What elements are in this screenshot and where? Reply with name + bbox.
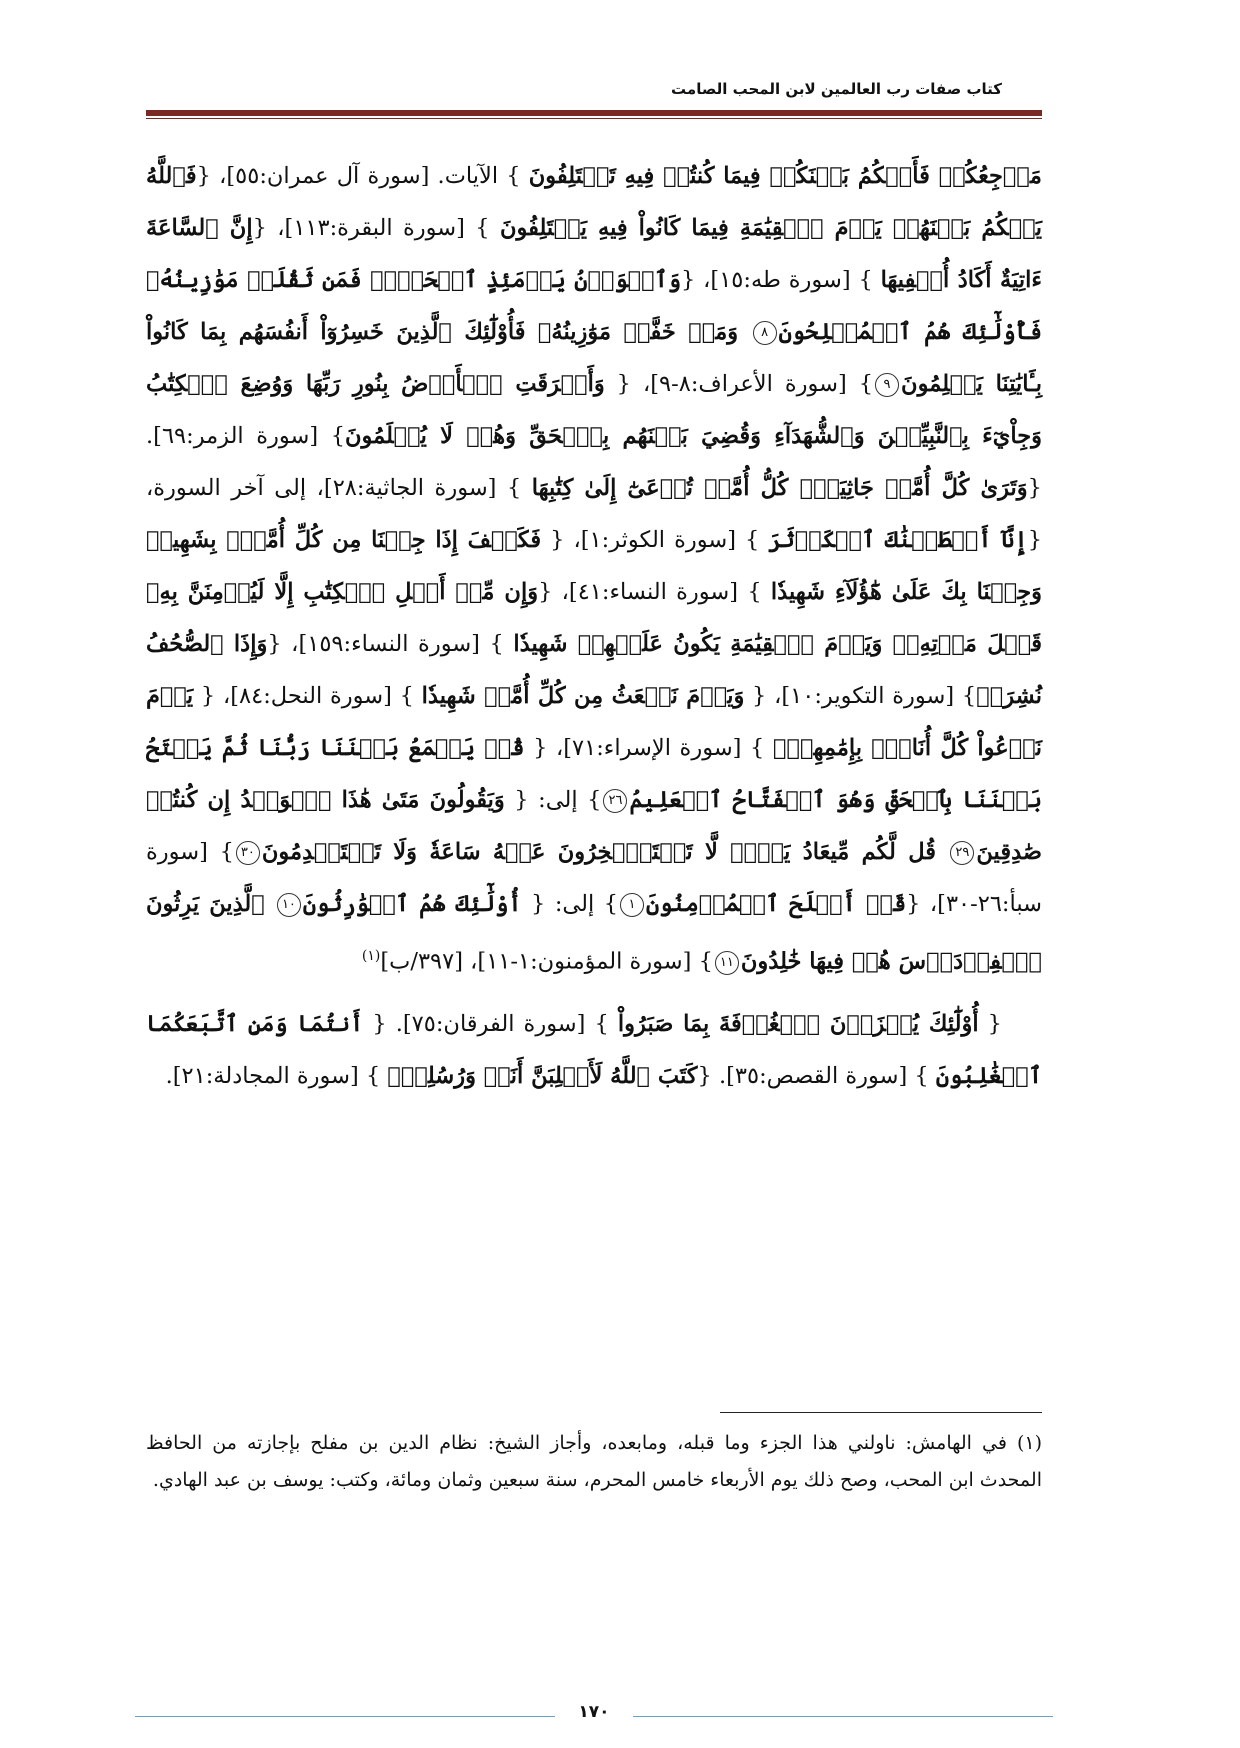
text-segment: } [سورة الفرقان:٧٥]. { xyxy=(363,1010,618,1037)
text-segment: } [سورة سبأ:٢٦-٣٠]، { xyxy=(146,839,1042,917)
quran-verse: أُوْلَٰٓئِكَ هُمُ ٱلۡوَٰرِثُونَ xyxy=(302,891,522,917)
quran-verse: وَيَوۡمَ نَبۡعَثُ مِن كُلِّ أُمَّةٖ شَهِيدٗا xyxy=(421,683,745,709)
page-number: ١٧٠ xyxy=(578,1702,610,1722)
text-segment: } [سورة المجادلة:٢١]. xyxy=(165,1062,388,1089)
quran-verse: مَرۡجِعُكُمۡ فَأَحۡكُمُ بَيۡنَكُمۡ فِيمَا كُنتُمۡ فِيهِ تَخۡتَلِفُونَ xyxy=(528,163,1042,189)
text-segment: } [سورة النساء:١٥٩]، { xyxy=(267,631,514,657)
quran-verse: وَتَرَىٰ كُلَّ أُمَّةٖ جَاثِيَةٗۚ كُلُّ أُمَّةٖ تُدۡعَىٰٓ إِلَىٰ كِتَٰبِهَا xyxy=(531,475,1028,501)
quran-verse: وَٱلۡوَزۡنُ يَوۡمَئِذٍ ٱلۡحَقُّۚ فَمَن ثَقُلَتۡ مَوَٰزِينُهُۥ فَأُوْلَٰٓئِكَ هُمُ ٱلۡمُفۡلِحُونَ xyxy=(146,267,1043,345)
header-rule xyxy=(146,110,1042,116)
footnote-reference: (١) xyxy=(361,948,381,964)
quran-verse: يَوۡمَ نَدۡعُواْ كُلَّ أُنَاسِۭ بِإِمَٰمِهِمۡۖ xyxy=(146,683,1042,761)
quran-verse: ٱلَّذِينَ يَرِثُونَ ٱلۡفِرۡدَوۡسَ هُمۡ فِيهَا خَٰلِدُونَ xyxy=(146,891,1042,975)
ayah-number-marker: ١٠ xyxy=(277,893,301,917)
text-segment: } الآيات. [سورة آل عمران:٥٥]، { xyxy=(196,163,529,189)
quran-verse: إِنَّ ٱلسَّاعَةَ ءَاتِيَةٌ أَكَادُ أُخۡفِيهَا xyxy=(146,215,1042,293)
ayah-number-marker: ٩ xyxy=(875,373,899,397)
text-segment: } [سورة الكوثر:١]، { xyxy=(541,527,769,553)
text-segment: } [سورة الزمر:٦٩]. { xyxy=(146,423,1042,501)
footer-rule-right xyxy=(633,1716,1053,1717)
running-header: كتاب صفات رب العالمين لابن المحب الصامت xyxy=(671,80,1002,98)
text-segment: } [سورة القصص:٣٥]. { xyxy=(697,1062,936,1089)
text-segment: { xyxy=(978,1010,1002,1037)
text-segment: } إلى: { xyxy=(504,787,602,813)
ayah-number-marker: ٨ xyxy=(753,321,777,345)
text-segment: } [سورة البقرة:١١٣]، { xyxy=(252,215,500,241)
quran-verse: وَمَنۡ خَفَّتۡ مَوَٰزِينُهُۥ فَأُوْلَٰٓئِكَ ٱلَّذِينَ خَسِرُوٓاْ أَنفُسَهُم بِمَا كَانُواْ بِـَٔايَٰتِنَا يَظۡلِمُونَ xyxy=(146,319,1042,397)
quran-verse: وَيَقُولُونَ مَتَىٰ هَٰذَا ٱلۡوَعۡدُ إِن كُنتُمۡ صَٰدِقِينَ xyxy=(146,787,1042,865)
paragraph-1 xyxy=(146,150,1042,988)
quran-verse: قَدۡ أَفۡلَحَ ٱلۡمُؤۡمِنُونَ xyxy=(646,891,907,917)
quran-verse: وَإِذَا ٱلصُّحُفُ نُشِرَتۡ xyxy=(146,631,1042,709)
quran-verse: أُوْلَٰٓئِكَ يُجۡزَوۡنَ ٱلۡغُرۡفَةَ بِمَا صَبَرُواْ xyxy=(617,1010,979,1037)
ayah-number-marker: ٢٦ xyxy=(603,789,627,813)
quran-verse: فَٱللَّهُ يَحۡكُمُ بَيۡنَهُمۡ يَوۡمَ ٱلۡقِيَٰمَةِ فِيمَا كَانُواْ فِيهِ يَخۡتَلِفُونَ xyxy=(146,163,1042,241)
text-segment: } [سورة التكوير:١٠]، { xyxy=(744,683,977,709)
text-segment: } [سورة النساء:٤١]، { xyxy=(538,579,771,605)
quran-verse: إِنَّآ أَعۡطَيۡنَٰكَ ٱلۡكَوۡثَرَ xyxy=(768,527,1028,553)
quran-verse: قُل لَّكُم مِّيعَادُ يَوۡمٖ لَّا تَسۡتَـٔۡخِرُونَ عَنۡهُ سَاعَةٗ وَلَا تَسۡتَقۡدِمُونَ xyxy=(261,839,949,865)
quran-verse: فَكَيۡفَ إِذَا جِئۡنَا مِن كُلِّ أُمَّةِۭ بِشَهِيدٖ وَجِئۡنَا بِكَ عَلَىٰ هَٰٓؤُلَآءِ شَهِيدٗا xyxy=(146,527,1042,605)
main-text xyxy=(146,150,1042,1102)
footer-rule-left xyxy=(135,1716,555,1717)
text-segment: } [سورة الجاثية:٢٨]، إلى آخر السورة، { xyxy=(146,475,1043,553)
paragraph-2 xyxy=(146,998,1042,1102)
text-segment: } [سورة طه:١٥]، { xyxy=(681,267,881,293)
quran-verse: قُلۡ يَجۡمَعُ بَيۡنَنَا رَبُّنَا ثُمَّ يَفۡتَحُ بَيۡنَنَا بِٱلۡحَقِّ وَهُوَ ٱلۡفَتَّاحُ ٱلۡعَلِيمُ xyxy=(146,735,1043,813)
text-segment: } [سورة الإسراء:٧١]، { xyxy=(524,735,773,761)
ayah-number-marker: ٣٠ xyxy=(236,841,260,865)
text-segment: } [سورة النحل:٨٤]، { xyxy=(193,683,422,709)
quran-verse: وَأَشۡرَقَتِ ٱلۡأَرۡضُ بِنُورِ رَبِّهَا وَوُضِعَ ٱلۡكِتَٰبُ وَجِاْيٓءَ بِٱلنَّبِيِّـۧنَ وَٱلشُّهَدَآءِ وَقُضِيَ بَيۡنَهُم بِٱلۡحَقِّ وَهُمۡ لَا يُظۡلَمُونَ xyxy=(146,371,1042,449)
quran-verse: كَتَبَ ٱللَّهُ لَأَغۡلِبَنَّ أَنَا۠ وَرُسُلِيٓۚ xyxy=(387,1062,698,1089)
ayah-number-marker: ١ xyxy=(620,893,644,917)
text-segment: } [سورة الأعراف:٨-٩]، { xyxy=(604,371,874,397)
header-rule-thin xyxy=(146,118,1042,119)
quran-verse: أَنتُمَا وَمَنِ ٱتَّبَعَكُمَا ٱلۡغَٰلِبُونَ xyxy=(146,1010,1042,1089)
ayah-number-marker: ١١ xyxy=(715,951,739,975)
footnote-separator xyxy=(720,1412,1042,1413)
quran-verse: وَإِن مِّنۡ أَهۡلِ ٱلۡكِتَٰبِ إِلَّا لَيُؤۡمِنَنَّ بِهِۦ قَبۡلَ مَوۡتِهِۦۖ وَيَوۡمَ ٱلۡقِيَٰمَةِ يَكُونُ عَلَيۡهِمۡ شَهِيدٗا xyxy=(146,579,1042,657)
text-segment: } إلى: { xyxy=(521,891,619,917)
text-segment: } [سورة المؤمنون:١-١١]، [٣٩٧/ب] xyxy=(380,948,713,975)
footnote: (١) في الهامش: ناولني هذا الجزء وما قبله، ومابعده، وأجاز الشيخ: نظام الدين بن مفلح بإجازته من الحافظ المحدث ابن المحب، وصح ذلك يوم الأربعاء خامس المحرم، سنة سبعين وثمان ومائة، وكتب: يوسف بن عبد الهادي. xyxy=(146,1432,1042,1491)
ayah-number-marker: ٢٩ xyxy=(950,841,974,865)
